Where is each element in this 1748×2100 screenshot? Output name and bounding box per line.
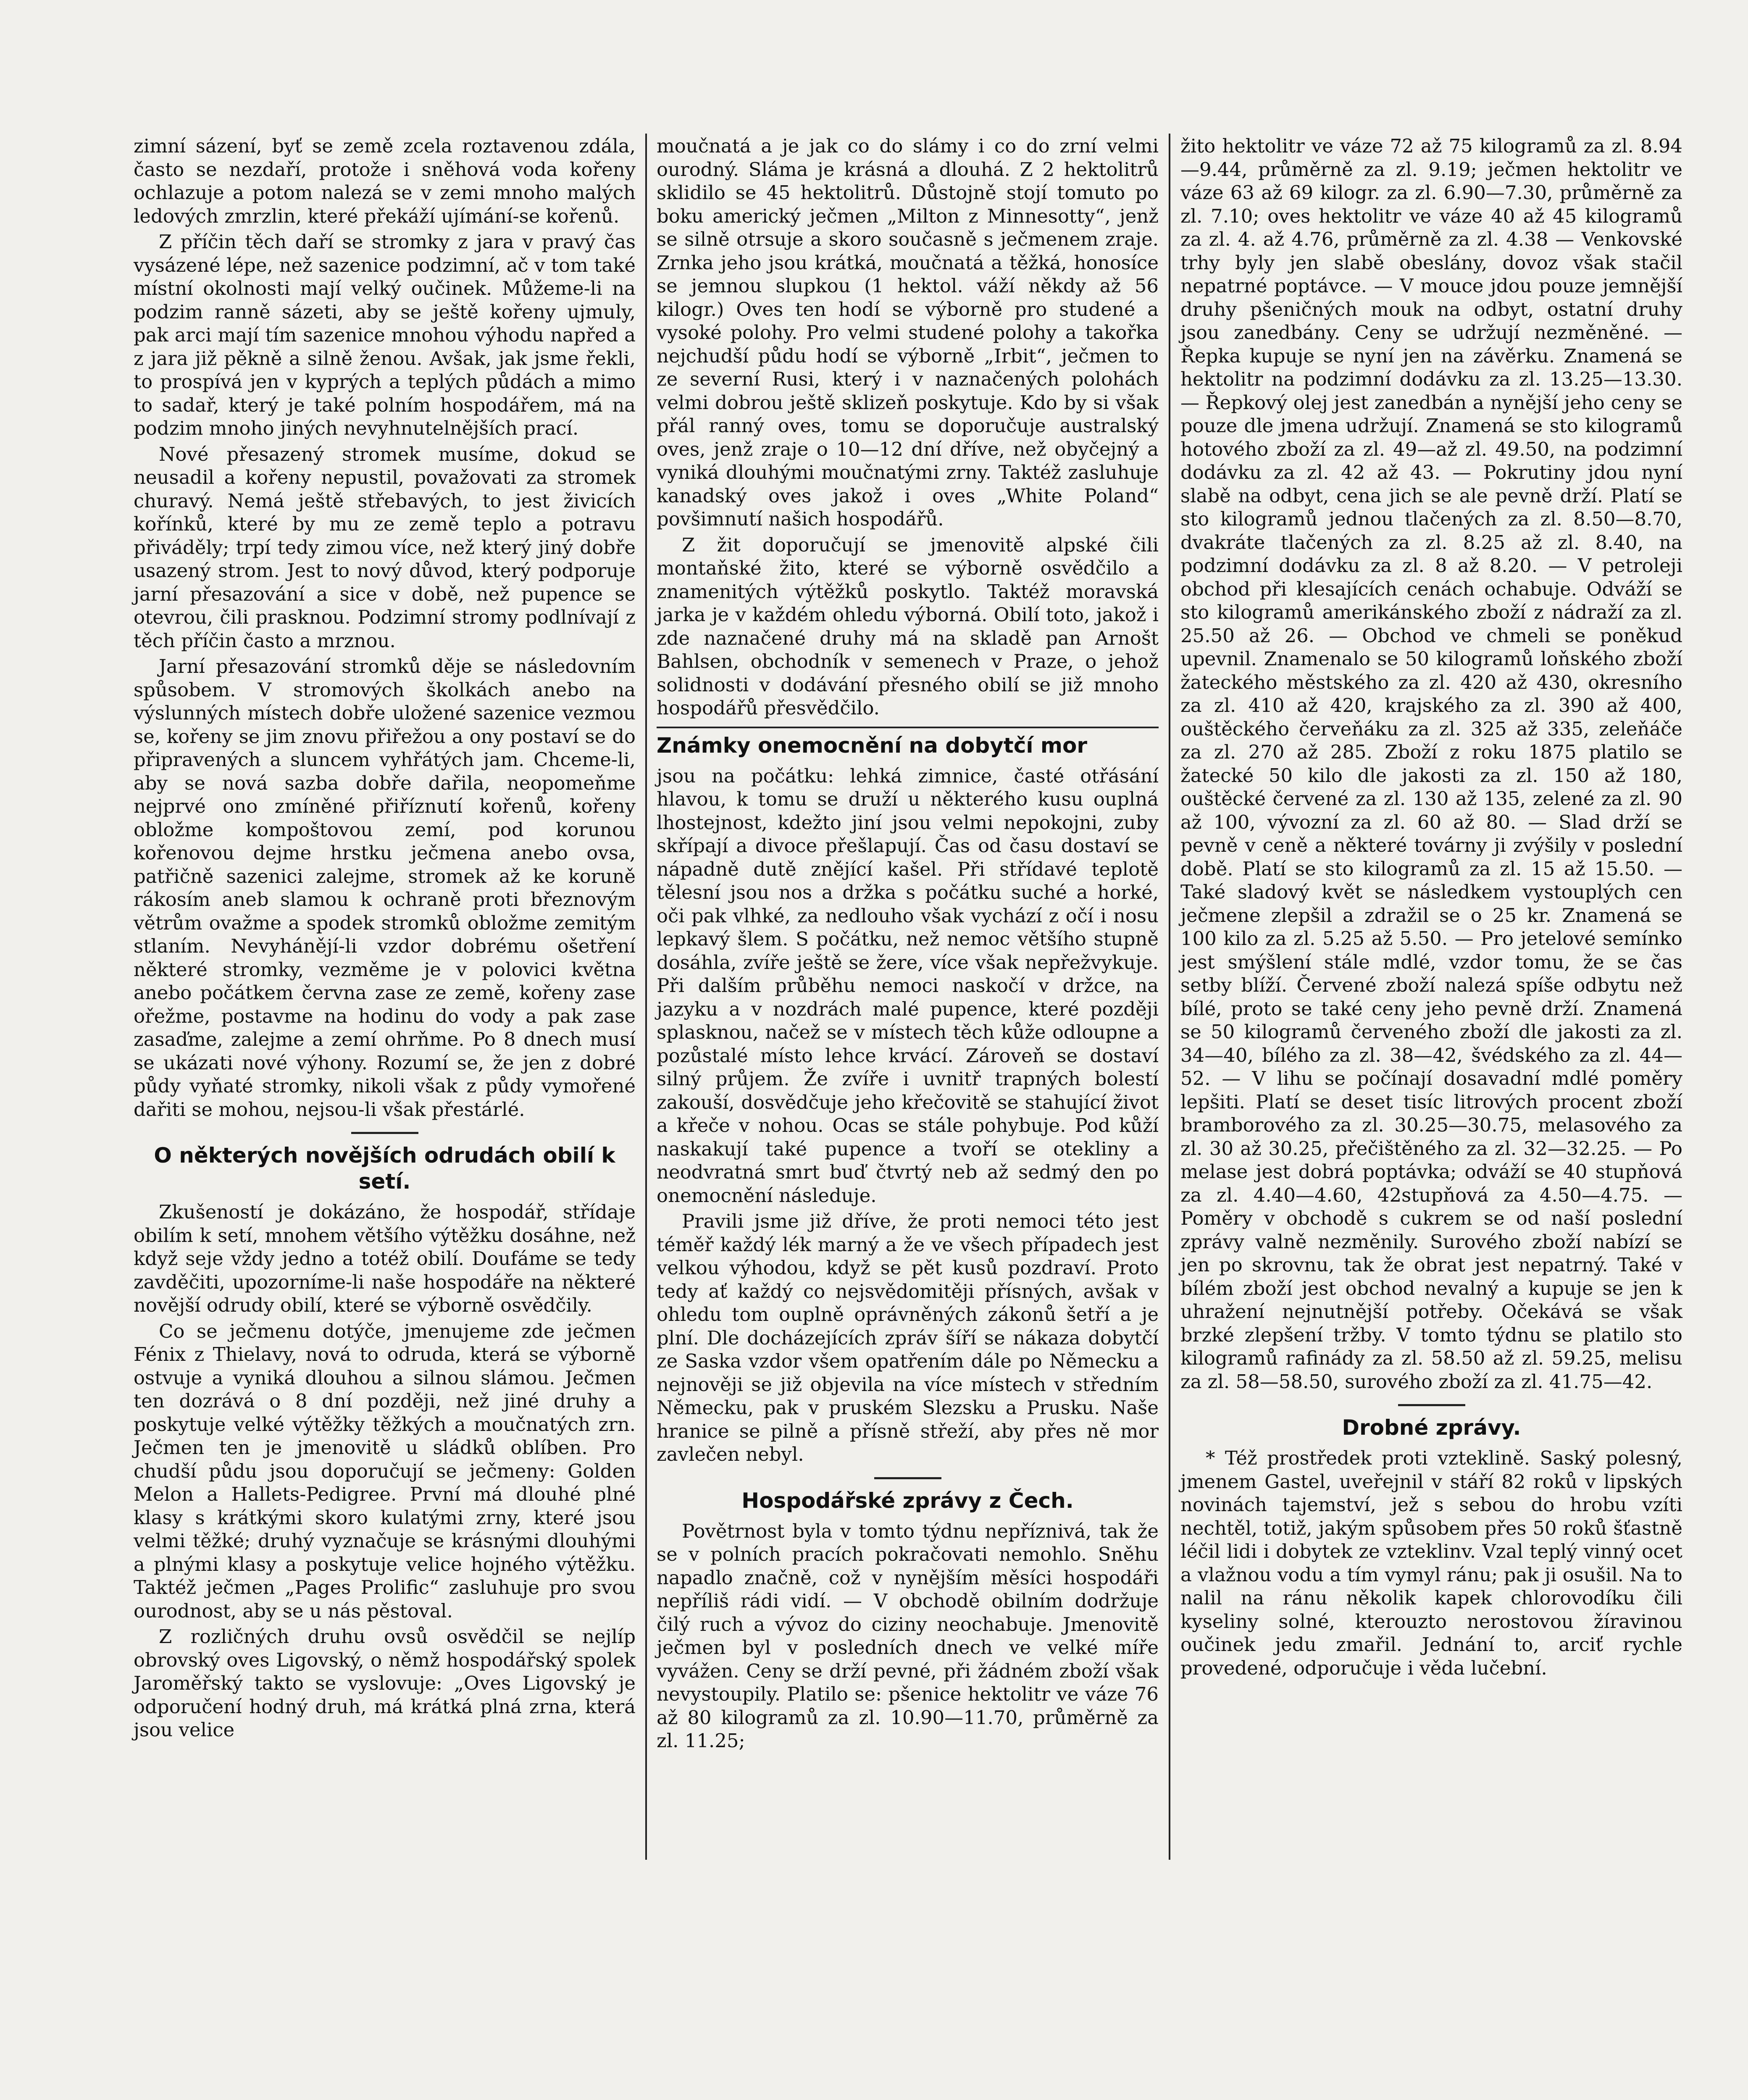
paragraph: Z žit doporučují se jmenovitě alpské čili montaňské žito, které se výborně osvědčilo a znamenitých výtěžků poskytlo. Taktéž moravská jarka je v každém ohledu výborná. Obilí toto, jakož i zde naznačené druhy má na skladě pan Arnošt Bahlsen, obchodník v semenech v Praze, o jehož solidnosti v dodávání přesného obilí se již mnoho hospodářů přesvědčilo.	[657, 533, 1159, 719]
column-3	[1180, 134, 1682, 1682]
section-divider	[1398, 1404, 1465, 1406]
paragraph: žito hektolitr ve váze 72 až 75 kilogramů za zl. 8.94—9.44, průměrně za zl. 9.19; ječmen hektolitr ve váze 63 až 69 kilogr. za zl. 6.90—7.30, průměrně za zl. 7.10; oves hektolitr ve váze 40 až 45 kilogramů za zl. 4. až 4.76, průměrně za zl. 4.38 — Venkovské trhy byly jen slabě obeslány, dovoz však stačil nepatrné poptávce. — V mouce jdou pouze jemnější druhy pšeničných mouk na odbyt, ostatní druhy jsou zanedbány. Ceny se udržují nezměněné. — Řepka kupuje se nyní jen na závěrku. Znamená se hektolitr na podzimní dodávku za zl. 13.25—13.30. — Řepkový olej jest zanedbán a nynější jeho ceny se pouze dle jmena udržují. Znamená se sto kilogramů hotového zboží za zl. 49—až zl. 49.50, na podzimní dodávku za zl. 42 až 43. — Pokrutiny jdou nyní slabě na odbyt, cena jich se ale pevně drží. Platí se sto kilogramů jednou tlačených za zl. 8.50—8.70, dvakráte tlačených za zl. 8.25 až zl. 8.40, na podzimní dodávku za zl. 8 až 8.20. — V petroleji obchod při klesajících cenách ochabuje. Odváží se sto kilogramů amerikánského zboží z nádraží za zl. 25.50 až 26. — Obchod ve chmeli se poněkud upevnil. Znamenalo se 50 kilogramů loňského zboží žateckého městského za zl. 420 až 430, okresního za zl. 410 až 420, krajského za zl. 390 až 400, ouštěckého červeňáku za zl. 325 až 335, zeleňáče za zl. 270 až 285. Zboží z roku 1875 platilo se žatecké 50 kilo dle jakosti za zl. 150 až 180, ouštěcké červené za zl. 130 až 135, zelené za zl. 90 až 100, vývozní za zl. 60 až 80. — Slad drží se pevně v ceně a některé továrny ji zvýšily v poslední době. Platí se sto kilogramů za zl. 15 až 15.50. — Také sladový květ se následkem vystouplých cen ječmene zlepšil a zdražil se o 25 kr. Znamená se 100 kilo za zl. 5.25 až 5.50. — Pro jetelové semínko jest smýšlení stále mdlé, vzdor tomu, že se čas setby blíží. Červené zboží nalezá spíše odbytu než bílé, proto se také ceny jeho pevně drží. Znamená se 50 kilogramů červeného zboží dle jakosti za zl. 34—40, bílého za zl. 38—42, švédského za zl. 44—52. — V lihu se počínají dosavadní mdlé poměry lepšiti. Platí se deset tisíc litrových procent zboží bramborového za zl. 30.25—30.75, melasového za zl. 30 až 30.25, přečištěného za zl. 32—32.25. — Po melase jest dobrá poptávka; odváží se 40 stupňová za zl. 4.40—4.60, 42stupňová za 4.50—4.75. — Poměry v obchodě s cukrem se od naší poslední zprávy valně nezměnily. Surového zboží nabízí se jen po skrovnu, tak že obrat jest nepatrný. Také v bílém zboží jest obchod nevalný a kupuje se jen k uhražení nejnutnější potřeby. Očekává se však brzké zlepšení tržby. V tomto týdnu se platilo sto kilogramů rafinády za zl. 58.50 až zl. 59.25, melisu za zl. 58—58.50, surového zboží za zl. 41.75—42.	[1180, 135, 1682, 1393]
paragraph: zimní sázení, byť se země zcela roztavenou zdála, často se nezdaří, protože i sněhová voda kořeny ochlazuje a potom nalezá se v zemi mnoho malých ledových zmrzlin, které překáží ujímání-se kořenů.	[134, 135, 636, 227]
paragraph: Co se ječmenu dotýče, jmenujeme zde ječmen Fénix z Thielavy, nová to odruda, která se výborně ostvuje a vyniká dlouhou a silnou slámou. Ječmen ten dozrává o 8 dní později, než jiné druhy a poskytuje velké výtěžky těžkých a moučnatých zrn. Ječmen ten je jmenovitě u sládků oblíben. Pro chudší půdu jsou doporučují se ječmeny: Golden Melon a Hallets-Pedigree. První má dlouhé plné klasy s krátkými skoro kulatými zrny, které jsou velmi těžké; druhý vyznačuje se krásnými dlouhými a plnými klasy a poskytuje velice hojného výtěžku. Taktéž ječmen „Pages Prolific“ zasluhuje pro svou ourodnost, aby se u nás pěstoval.	[134, 1320, 636, 1622]
paragraph: Z příčin těch daří se stromky z jara v pravý čas vysázené lépe, než sazenice podzimní, ač v tom také místní okolnosti mají velký oučinek. Můžeme-li na podzim ranně sázeti, aby se ještě kořeny ujmuly, pak arci mají tím sazenice mnohou výhodu napřed a z jara již pěkně a silně ženou. Avšak, jak jsme řekli, to prospívá jen v kyprých a teplých půdách a mimo to sadař, který je také polním hospodářem, má na podzim mnoho jiných nevyhnutelnějších prací.	[134, 231, 636, 439]
column-2	[657, 134, 1159, 1755]
column-1	[134, 134, 636, 1744]
article-heading: Drobné zprávy.	[1342, 1415, 1521, 1440]
column-divider	[1169, 134, 1170, 1860]
article-heading: Známky onemocnění na dobytčí mor	[657, 733, 1087, 758]
section-divider	[874, 1477, 941, 1479]
article-heading: Hospodářské zprávy z Čech.	[741, 1488, 1074, 1513]
paragraph: Povětrnost byla v tomto týdnu nepříznivá, tak že se v polních pracích pokračovati nemohlo. Sněhu napadlo značně, což v nynějším měsíci hospodáři nepříliš rádi vidí. — V obchodě obilním dodržuje čilý ruch a vývoz do ciziny neochabuje. Jmenovitě ječmen byl v posledních dnech ve velké míře vyvážen. Ceny se drží pevné, při žádném zboží však nevystoupily. Platilo se: pšenice hektolitr ve váze 76 až 80 kilogramů za zl. 10.90—11.70, průměrně za zl. 11.25;	[657, 1520, 1159, 1752]
paragraph: Z rozličných druhu ovsů osvědčil se nejlíp obrovský oves Ligovský, o němž hospodářský spolek Jaroměřský takto se vyslovuje: „Oves Ligovský je odporučení hodný druh, má krátká plná zrna, která jsou velice	[134, 1625, 636, 1741]
paragraph: jsou na počátku: lehká zimnice, časté otřásání hlavou, k tomu se druží u některého kusu ouplná lhostejnost, kdežto jiní jsou velmi nepokojni, zuby skřípají a divoce přešlapují. Čas od času dostaví se nápadně dutě znějící kašel. Při střídavé teplotě tělesní jsou nos a držka s počátku suché a horké, oči pak vlhké, za nedlouho však vychází z očí i nosu lepkavý šlem. S počátku, než nemoc většího stupně dosáhla, zvíře ještě se žere, více však nepřežvykuje. Při dalším průběhu nemoci naskočí v držce, na jazyku a v nozdrách malé pupence, které později splasknou, načež se v místech těch kůže odloupne a pozůstalé místo lehce krvácí. Zároveň se dostaví silný průjem. Že zvíře i uvnitř trapných bolestí zakouší, dosvědčuje jeho křečovitě se stahující život a křeče v nohou. Ocas se stále pohybuje. Pod kůží naskakují také pupence a tvoří se otekliny a neodvratná smrt buď čtvrtý neb až sedmý den po onemocnění následuje.	[657, 764, 1159, 1207]
section-divider	[657, 727, 1159, 728]
paragraph: Nové přesazený stromek musíme, dokud se neusadil a kořeny nepustil, považovati za stromek churavý. Nemá ještě střebavých, to jest živicích kořínků, které by mu ze země teplo a potravu přiváděly; trpí tedy zimou více, než který jiný dobře usazený strom. Jest to nový důvod, který podporuje jarní přesazování a sice v době, než pupence se otevrou, čili prasknou. Podzimní stromy podlnívají z těch příčin často a mrznou.	[134, 443, 636, 652]
paragraph: Pravili jsme již dříve, že proti nemoci této jest téměř každý lék marný a že ve všech případech jest velkou výhodou, když se pět kusů pozdraví. Proto tedy ať každý co nejsvědomitěji přísných, avšak v ohledu tom ouplně oprávněných zákonů šetří a je plní. Dle docházejících zpráv šíří se nákaza dobytčí ze Saska vzdor všem opatřením dále po Německu a nejnověji se již objevila na více místech v středním Německu, pak v pruském Slezsku a Prusku. Naše hranice se pilně a přísně střeží, aby přes ně mor zavlečen nebyl.	[657, 1210, 1159, 1465]
paragraph: Jarní přesazování stromků děje se následovním spůsobem. V stromových školkách anebo na výslunných místech dobře uložené sazenice vezmou se, kořeny se jim znovu přiřežou a ony postaví se do připravených a sluncem vyhřátých jam. Chceme-li, aby se nová sazba dobře dařila, neopomeňme nejprvé ono zmíněné přiříznutí kořenů, kořeny obložme kompoštovou zemí, pod korunou kořenovou dejme hrstku ječmena anebo ovsa, patřičně sazenici zalejme, stromek až ke koruně rákosím aneb slamou k ochraně proti březnovým větrům ovažme a spodek stromků obložme zemitým stlaním. Nevyhánějí-li vzdor dobrému ošetření některé stromky, vezměme je v polovici května anebo počátkem června zase ze země, kořeny zase ořežme, postavme na hodinu do vody a pak zase zasaďme, zalejme a zemí ohrňme. Po 8 dnech musí se ukázati nové výhony. Rozumí se, že jen z dobré půdy vyňaté stromky, nikoli však z půdy vymořené dařiti se mohou, nejsou-li však přestárlé.	[134, 655, 636, 1121]
article-heading: O některých novějších odrudách obilí k setí.	[154, 1143, 615, 1194]
section-divider	[351, 1132, 418, 1134]
column-divider	[645, 134, 647, 1860]
paragraph: moučnatá a je jak co do slámy i co do zrní velmi ourodný. Sláma je krásná a dlouhá. Z 2 hektolitrů sklidilo se 45 hektolitrů. Důstojně stojí tomuto po boku americký ječmen „Milton z Minnesotty“, jenž se silně otrsuje a skoro současně s ječmenem zraje. Zrnka jeho jsou krátká, moučnatá a těžká, honosíce se jemnou slupkou (1 hektol. váží někdy až 56 kilogr.) Oves ten hodí se výborně pro studené a vysoké polohy. Pro velmi studené polohy a takořka nejchudší půdu hodí se výborně „Irbit“, ječmen to ze severní Rusi, který i v naznačených polohách velmi dobrou ještě sklizeň poskytuje. Kdo by si však přál ranný oves, tomu se doporučuje australský oves, jenž zraje o 10—12 dní dříve, než obyčejný a vyniká dlouhými moučnatými zrny. Taktéž zasluhuje kanadský oves jakož i oves „White Poland“ povšimnutí našich hospodářů.	[657, 135, 1159, 530]
paragraph: Zkušeností je dokázáno, že hospodář, střídaje obilím k setí, mnohem většího výtěžku dosáhne, než když seje vždy jedno a totéž obilí. Doufáme se tedy zavděčiti, upozorníme-li naše hospodáře na některé novější odrudy obilí, které se výborně osvědčily.	[134, 1201, 636, 1316]
paragraph: * Též prostředek proti vzteklině. Saský polesný, jmenem Gastel, uveřejnil v stáří 82 roků v lipských novinách tajemství, jež s sebou do hrobu vzíti nechtěl, totiž, jakým spůsobem přes 50 roků šťastně léčil lidi i dobytek ze vzteklinv. Vzal teplý vinný ocet a vlažnou vodu a tím vymyl ránu; pak ji osušil. Na to nalil na ránu několik kapek chlorovodíku čili kyseliny solné, kterouzto nerostovou žíravinou oučinek jedu zmařil. Jednání to, arciť rychle provedené, odporučuje i věda lučební.	[1180, 1447, 1682, 1679]
